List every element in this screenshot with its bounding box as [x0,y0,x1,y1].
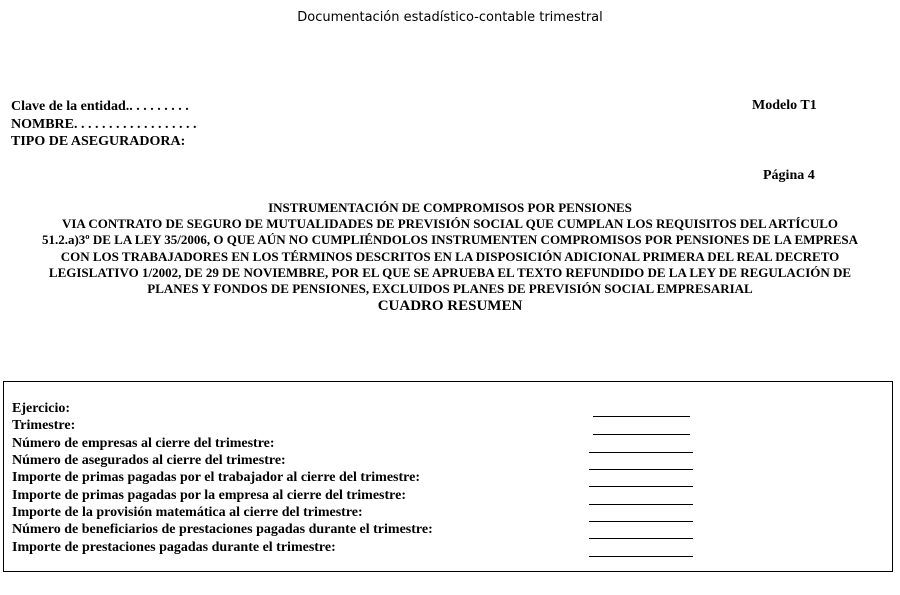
field-blank-provision-matematica[interactable] [589,521,693,522]
title-line: CON LOS TRABAJADORES EN LOS TÉRMINOS DESCRITOS EN LA DISPOSICIÓN ADICIONAL PRIMERA DEL REAL DECRETO [60,248,840,264]
field-label-num-asegurados: Número de asegurados al cierre del trimestre: [12,453,286,468]
field-label-num-empresas: Número de empresas al cierre del trimestre: [12,436,275,451]
title-line: INSTRUMENTACIÓN DE COMPROMISOS POR PENSIONES [268,200,632,215]
field-label-trimestre: Trimestre: [12,418,76,433]
field-blank-num-beneficiarios[interactable] [589,538,693,539]
entity-name-label: NOMBRE. . . . . . . . . . . . . . . . . . [11,116,197,132]
document-subtitle: CUADRO RESUMEN [377,298,523,315]
document-type-header: Documentación estadístico-contable trimestral [297,10,603,25]
field-label-importe-prestaciones: Importe de prestaciones pagadas durante el trimestre: [12,540,336,555]
field-blank-ejercicio[interactable] [593,416,690,417]
field-blank-num-asegurados[interactable] [589,469,693,470]
title-line: PLANES Y FONDOS DE PENSIONES, EXCLUIDOS PLANES DE PREVISIÓN SOCIAL EMPRESARIAL [147,281,753,297]
field-blank-num-empresas[interactable] [589,452,693,453]
insurer-type-label: TIPO DE ASEGURADORA: [11,134,186,149]
title-line: LEGISLATIVO 1/2002, DE 29 DE NOVIEMBRE, POR EL QUE SE APRUEBA EL TEXTO REFUNDIDO DE LA LEY DE REGULACIÓN DE [48,264,852,280]
page-number: Página 4 [763,168,815,183]
summary-table [3,381,893,572]
model-label: Modelo T1 [752,98,817,113]
field-label-num-beneficiarios: Número de beneficiarios de prestaciones pagadas durante el trimestre: [12,522,433,537]
document-title [0,200,900,315]
title-line: 51.2.a)3º DE LA LEY 35/2006, O QUE AÚN NO CUMPLIÉNDOLOS INSTRUMENTEN COMPROMISOS POR PENSIONES DE LA EMPRESA [41,232,859,248]
field-blank-primas-empresa[interactable] [589,504,693,505]
entity-info [11,98,197,151]
field-blank-trimestre[interactable] [593,434,690,435]
field-label-primas-empresa: Importe de primas pagadas por la empresa al cierre del trimestre: [12,488,407,503]
entity-key-label: Clave de la entidad.. . . . . . . . . [11,99,189,114]
field-blank-primas-trabajador[interactable] [589,486,693,487]
field-label-primas-trabajador: Importe de primas pagadas por el trabajador al cierre del trimestre: [12,470,421,485]
field-label-provision-matematica: Importe de la provisión matemática al cierre del trimestre: [12,505,363,520]
field-blank-importe-prestaciones[interactable] [589,556,693,557]
title-line: VIA CONTRATO DE SEGURO DE MUTUALIDADES DE PREVISIÓN SOCIAL QUE CUMPLAN LOS REQUISITOS DEL ARTÍCULO [61,216,839,232]
field-label-ejercicio: Ejercicio: [12,401,71,416]
